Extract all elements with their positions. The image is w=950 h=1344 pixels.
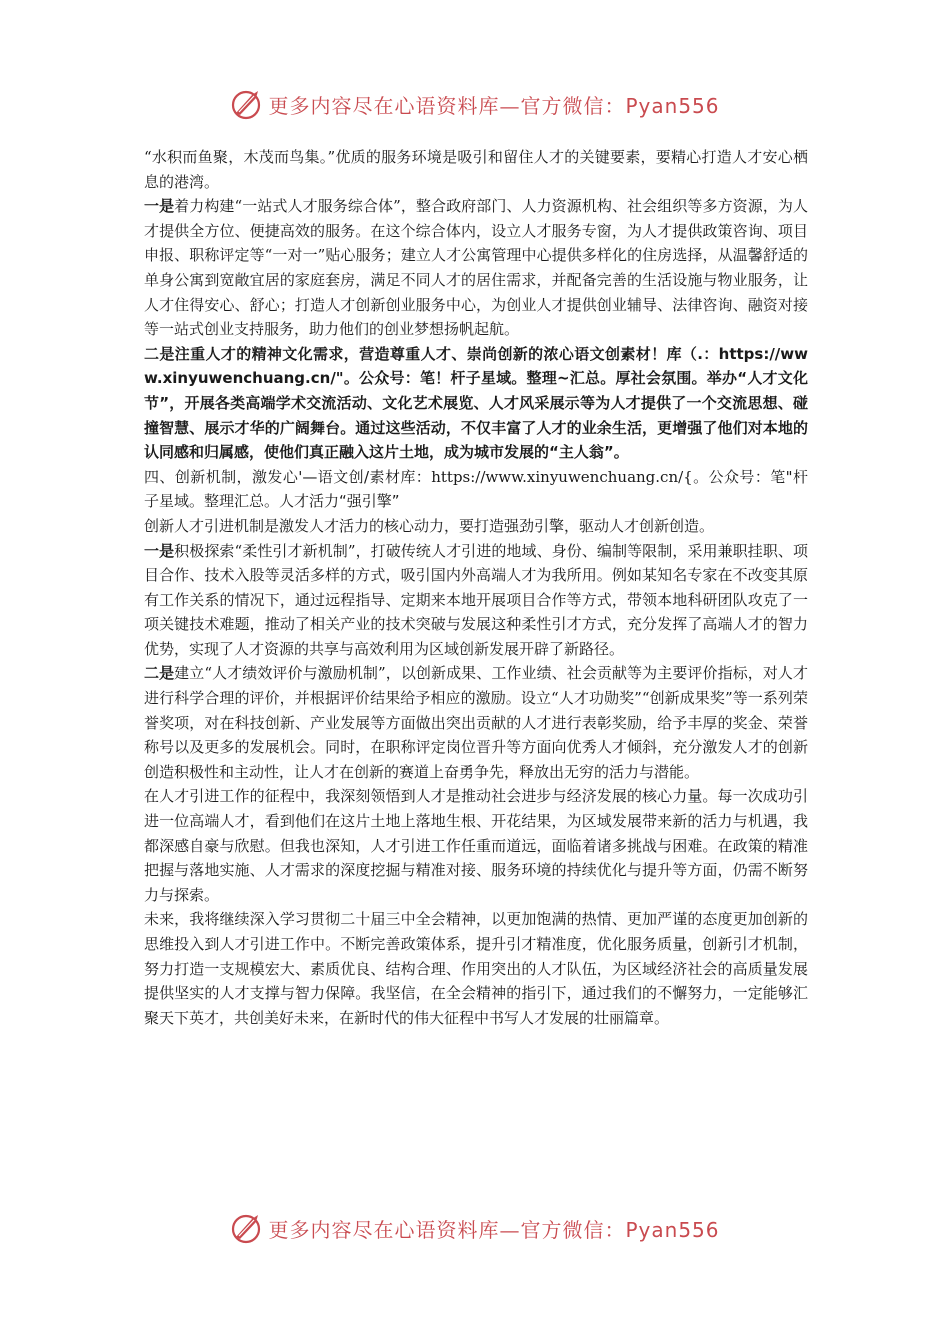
paragraph-evaluation: 二是建立“人才绩效评价与激励机制”，以创新成果、工作业绩、社会贡献等为主要评价指标，对人才进行科学合理的评价，并根据评价结果给予相应的激励。设立“人才功勋奖”“创新成果奖”等一系列荣誉奖项，对在科技创新、产业发展等方面做出突出贡献的人才进行表彰奖励，给予丰厚的奖金、荣誉称号以及更多的发展机会。同时，在职称评定岗位晋升等方面向优秀人才倾斜，充分激发人才的创新创造积极性和主动性，让人才在创新的赛道上奋勇争先，释放出无穷的活力与潜能。 — [144, 664, 808, 781]
banner-text: 更多内容尽在心语资料库—官方微信：Pyan556 — [268, 93, 720, 118]
footer-banner — [0, 1208, 950, 1248]
section-heading-4: 四、创新机制，激发心'—语文创/素材库：https://www.xinyuwenchuang.cn/{。公众号：笔"杆子星域。整理汇总。人才活力“强引擎” — [144, 467, 808, 511]
header-banner — [0, 84, 950, 124]
pen-feather-logo-icon — [230, 1211, 264, 1245]
paragraph-service-complex: 一是着力构建“一站式人才服务综合体”，整合政府部门、人力资源机构、社会组织等多方资源，为人才提供全方位、便捷高效的服务。在这个综合体内，设立人才服务专窗，为人才提供政策咨询、项目申报、职称评定等“一对一”贴心服务；建立人才公寓管理中心提供多样化的住房选择，从温馨舒适的单身公寓到宽敞宜居的家庭套房，满足不同人才的居住需求，并配备完善的生活设施与物业服务，让人才住得安心、舒心；打造人才创新创业服务中心，为创业人才提供创业辅导、法律咨询、融资对接等一站式创业支持服务，助力他们的创业梦想扬帆起航。 — [144, 197, 808, 339]
paragraph-intro: “水积而鱼聚，木茂而鸟集。”优质的服务环境是吸引和留住人才的关键要素，要精心打造人才安心栖息的港湾。 — [144, 148, 808, 191]
document-body — [144, 145, 808, 1030]
paragraph-culture: 二是注重人才的精神文化需求，营造尊重人才、崇尚创新的浓心语文创素材！库（.：https://www.xinyuwenchuang.cn/"。公众号：笔！杆子星域。整理~汇总。厚社会氛围。举办“人才文化节”，开展各类高端学术交流活动、文化艺术展览、人才风采展示等为人才提供了一个交流思想、碰撞智慧、展示才华的广阔舞台。通过这些活动，不仅丰富了人才的业余生活，更增强了他们对本地的认同感和归属感，使他们真正融入这片土地，成为城市发展的“主人翁”。 — [144, 344, 808, 462]
paragraph-future: 未来，我将继续深入学习贯彻二十届三中全会精神，以更加饱满的热情、更加严谨的态度更加创新的思维投入到人才引进工作中。不断完善政策体系，提升引才精准度，优化服务质量，创新引才机制，努力打造一支规模宏大、素质优良、结构合理、作用突出的人才队伍，为区域经济社会的高质量发展提供坚实的人才支撑与智力保障。我坚信，在全会精神的指引下，通过我们的不懈努力，一定能够汇聚天下英才，共创美好未来，在新时代的伟大征程中书写人才发展的壮丽篇章。 — [144, 910, 808, 1027]
pen-feather-logo-icon — [230, 87, 264, 121]
paragraph-flexible-talent: 一是积极探索“柔性引才新机制”，打破传统人才引进的地域、身份、编制等限制，采用兼职挂职、项目合作、技术入股等灵活多样的方式，吸引国内外高端人才为我所用。例如某知名专家在不改变其原有工作关系的情况下，通过远程指导、定期来本地开展项目合作等方式，带领本地科研团队攻克了一项关键技术难题，推动了相关产业的技术突破与发展这种柔性引才方式，充分发挥了高端人才的智力优势，实现了人才资源的共享与高效利用为区域创新发展开辟了新路径。 — [144, 541, 808, 658]
banner-text: 更多内容尽在心语资料库—官方微信：Pyan556 — [268, 1217, 720, 1242]
paragraph-mechanism-intro: 创新人才引进机制是激发人才活力的核心动力，要打造强劲引擎，驱动人才创新创造。 — [144, 516, 715, 535]
paragraph-reflection: 在人才引进工作的征程中，我深刻领悟到人才是推动社会进步与经济发展的核心力量。每一次成功引进一位高端人才，看到他们在这片土地上落地生根、开花结果，为区域发展带来新的活力与机遇，我都深感自豪与欣慰。但我也深知，人才引进工作任重而道远，面临着诸多挑战与困难。在政策的精准把握与落地实施、人才需求的深度挖掘与精准对接、服务环境的持续优化与提升等方面，仍需不断努力与探索。 — [144, 787, 808, 904]
